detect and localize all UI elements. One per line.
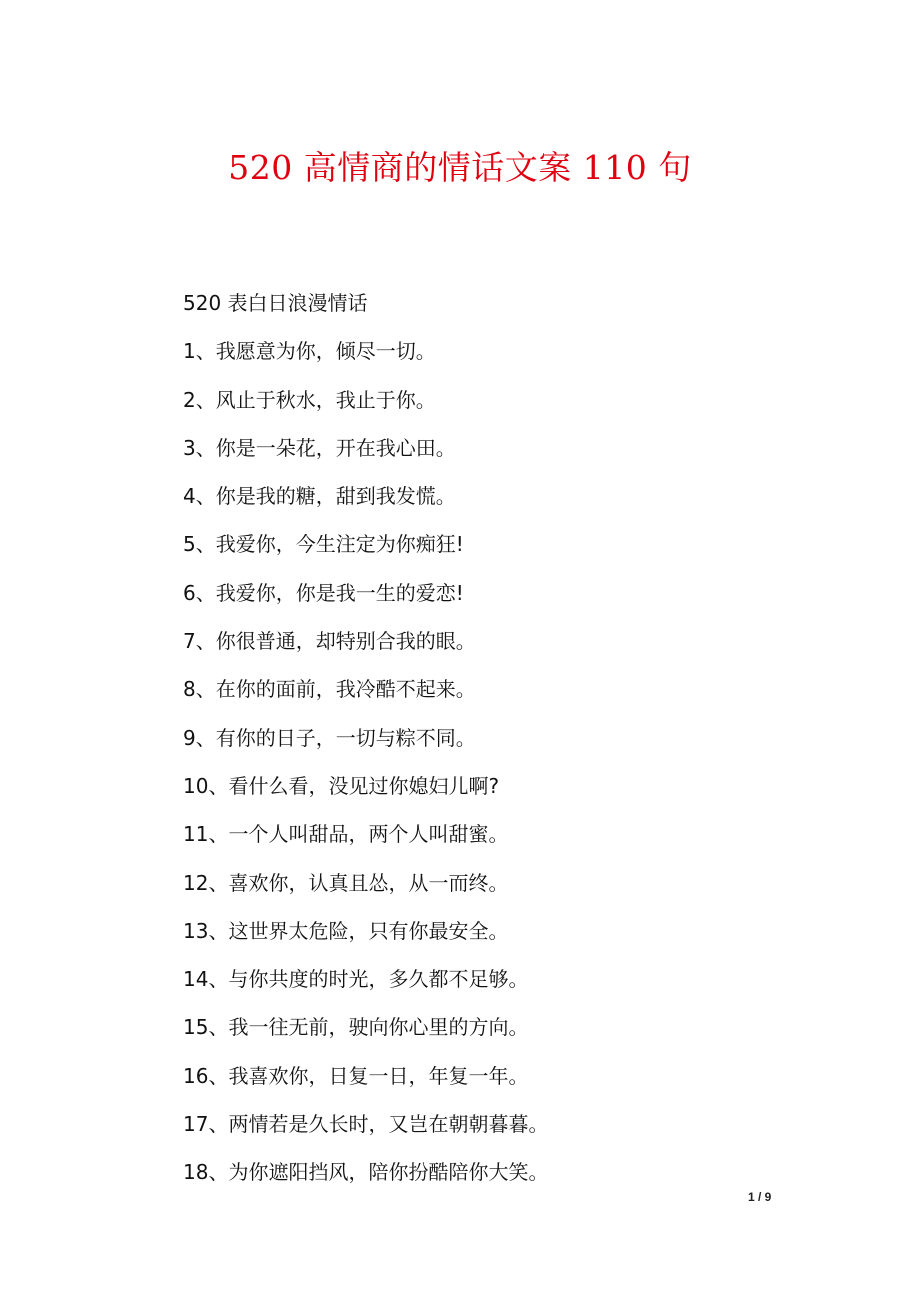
text-line: 1、我愿意为你，倾尽一切。 [183, 339, 436, 364]
text-line: 8、在你的面前，我冷酷不起来。 [183, 677, 476, 702]
text-line: 12、喜欢你，认真且怂，从一而终。 [183, 870, 509, 895]
text-line: 16、我喜欢你，日复一日，年复一年。 [183, 1063, 529, 1088]
text-line: 17、两情若是久长时，又岂在朝朝暮暮。 [183, 1112, 549, 1137]
text-line: 10、看什么看，没见过你媳妇儿啊? [183, 773, 500, 798]
text-line: 6、我爱你，你是我一生的爱恋! [183, 580, 464, 605]
text-line: 3、你是一朵花，开在我心田。 [183, 435, 456, 460]
text-line: 7、你很普通，却特别合我的眼。 [183, 629, 476, 654]
text-line: 2、风止于秋水，我止于你。 [183, 387, 436, 412]
document-title: 520 高情商的情话文案 110 句 [228, 148, 692, 187]
text-line: 15、我一往无前，驶向你心里的方向。 [183, 1015, 529, 1040]
text-line: 13、这世界太危险，只有你最安全。 [183, 918, 509, 943]
text-line: 5、我爱你，今生注定为你痴狂! [183, 532, 464, 557]
text-line: 11、一个人叫甜品，两个人叫甜蜜。 [183, 822, 509, 847]
page-number: 1 / 9 [748, 1190, 772, 1204]
text-line: 14、与你共度的时光，多久都不足够。 [183, 967, 529, 992]
section-heading: 520 表白日浪漫情话 [183, 291, 368, 315]
document-body [183, 279, 803, 1197]
text-line: 4、你是我的糖，甜到我发慌。 [183, 484, 456, 509]
text-line: 18、为你遮阳挡风，陪你扮酷陪你大笑。 [183, 1160, 549, 1185]
text-line: 9、有你的日子，一切与粽不同。 [183, 725, 476, 750]
